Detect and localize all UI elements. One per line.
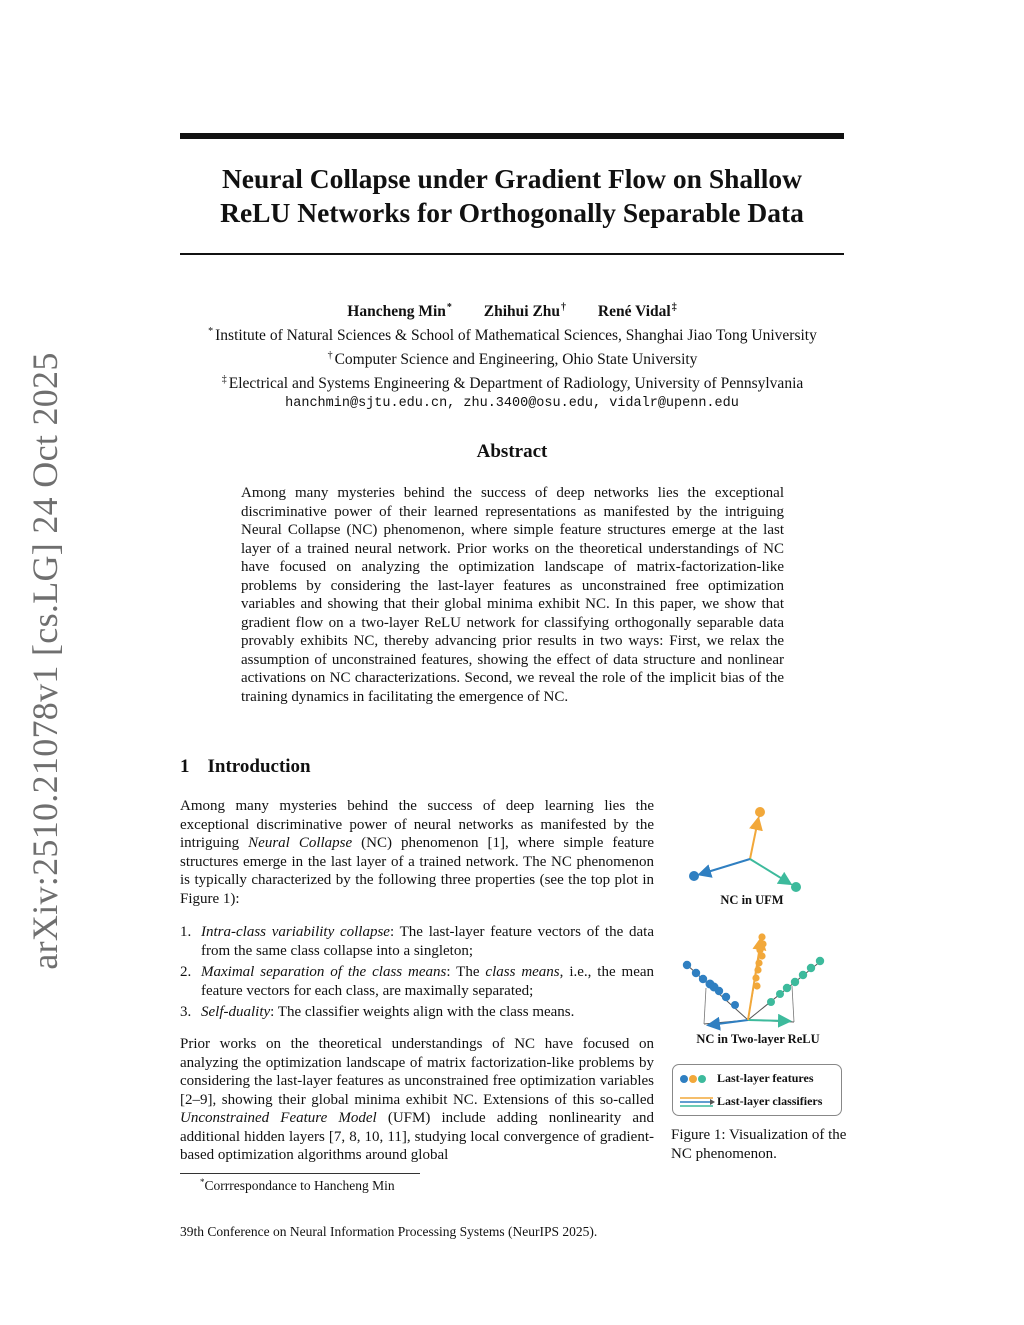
- ufm-feature-blue: [689, 871, 699, 881]
- author-names: [160, 298, 864, 322]
- legend-markers: [679, 1072, 717, 1112]
- list-item: 2. Maximal separation of the class means: The class means, i.e., the mean feature vectors for each class, are maximally separated;: [180, 964, 655, 999]
- relu-projection-line: [792, 986, 794, 1022]
- arxiv-stamp: [14, 352, 76, 970]
- list-item: 1. Intra-class variability collapse: The last-layer feature vectors of the data from the same class collapse into a singleton;: [180, 924, 654, 959]
- section-title: Introduction: [207, 756, 311, 777]
- relu-blue-features: [683, 961, 739, 1009]
- affiliation: * Institute of Natural Sciences & School of Mathematical Sciences, Shanghai Jiao Tong University: [208, 326, 817, 344]
- ufm-plot: [689, 807, 801, 892]
- arxiv-id-text: arXiv:2510.21078v1 [cs.LG] 24 Oct 2025: [25, 352, 65, 970]
- footnote: *Corrrespondance to Hancheng Min: [200, 1177, 395, 1193]
- author: Zhihui Zhu†: [483, 302, 567, 320]
- list-item: 3. Self-duality: The classifier weights align with the class means.: [180, 1004, 575, 1020]
- legend-features-label: Last-layer features: [717, 1071, 814, 1085]
- intro-paragraph: Among many mysteries behind the success of deep learning lies the exceptional discriminative power of neural networks as manifested by the intriguing Neural Collapse (NC) phenomenon [1], where simple feature structures emerge in the last layer of a trained network. The NC phenomenon is typically characterized by the following three properties (see the top plot in Figure 1):: [180, 798, 654, 907]
- legend-classifiers-label: Last-layer classifiers: [717, 1094, 823, 1108]
- figure-nc-visualization: [666, 798, 846, 1060]
- relu-projection-line: [704, 988, 706, 1024]
- ufm-feature-green: [791, 882, 801, 892]
- legend-arrowhead: [710, 1099, 715, 1105]
- footnote-rule: [180, 1173, 420, 1174]
- author-emails: hanchmin@sjtu.edu.cn, zhu.3400@osu.edu, vidalr@upenn.edu: [285, 396, 739, 411]
- title-rule-bottom: [180, 253, 844, 255]
- legend-dot-blue: [680, 1075, 688, 1083]
- figure-label-relu: NC in Two-layer ReLU: [696, 1032, 820, 1046]
- title-line-1: Neural Collapse under Gradient Flow on Shallow: [221, 163, 803, 194]
- affiliation: † Computer Science and Engineering, Ohio State University: [327, 350, 698, 368]
- ufm-classifier-arrow: [701, 859, 750, 874]
- section-heading: [180, 756, 311, 778]
- intro-paragraph-2: Prior works on the theoretical understandings of NC have focused on analyzing the optimization landscape of matrix factorization-like problems by considering the last-layer features as unconstrained free optimization variables [2–9], showing their global minima exhibit NC. Extensions of this so-called Unconstrained Feature Model (UFM) include adding nonlinearity and additional hidden layers [7, 8, 10, 11], studying local convergence of gradient-based optimization algorithms around global: [180, 1036, 654, 1163]
- relu-classifier-arrow: [748, 1020, 788, 1021]
- ufm-classifier-arrow: [750, 820, 758, 859]
- title-rule-top: [180, 133, 844, 139]
- author: René Vidal‡: [597, 302, 677, 320]
- legend-dot-green: [698, 1075, 706, 1083]
- relu-plot: [683, 933, 824, 1025]
- relu-orange-features: [752, 933, 766, 989]
- nc-properties-list: [180, 923, 654, 1025]
- conference-note: 39th Conference on Neural Information Processing Systems (NeurIPS 2025).: [180, 1224, 598, 1239]
- paper-title: [180, 162, 844, 230]
- figure-label-ufm: NC in UFM: [720, 893, 784, 907]
- legend-dot-orange: [689, 1075, 697, 1083]
- abstract-heading: Abstract: [476, 441, 548, 462]
- figure-caption: Figure 1: Visualization of the NC phenomenon.: [671, 1127, 847, 1162]
- figure-legend: [672, 1064, 842, 1116]
- section-number: 1: [180, 756, 190, 777]
- relu-green-features: [767, 957, 824, 1006]
- author-block: [160, 298, 864, 414]
- author: Hancheng Min*: [347, 302, 452, 320]
- abstract-text: Among many mysteries behind the success of deep networks lies the exceptional discriminative power of their learned representations as manifested by the intriguing Neural Collapse (NC) phenomenon, where simple feature structures emerge at the last layer of a trained neural network. Prior works on the theoretical understandings of NC have focused on analyzing the optimization landscape of matrix-factorization-like problems by considering the last-layer features as unconstrained free optimization variables and showing that their global minima exhibit NC. In this paper, we show that gradient flow on a two-layer ReLU network for classifying orthogonally separable data provably exhibits NC, thereby advancing prior results in two ways: First, we relax the assumption of unconstrained features, showing the effect of data structure and nonlinear activations on NC characterizations. Second, we reveal the role of the implicit bias of the training dynamics in facilitating the emergence of NC.: [241, 485, 784, 705]
- ufm-classifier-arrow: [750, 859, 789, 883]
- title-line-2: ReLU Networks for Orthogonally Separable Data: [220, 197, 804, 228]
- ufm-feature-orange: [755, 807, 765, 817]
- affiliation: ‡ Electrical and Systems Engineering & Department of Radiology, University of Pennsylvania: [221, 374, 804, 392]
